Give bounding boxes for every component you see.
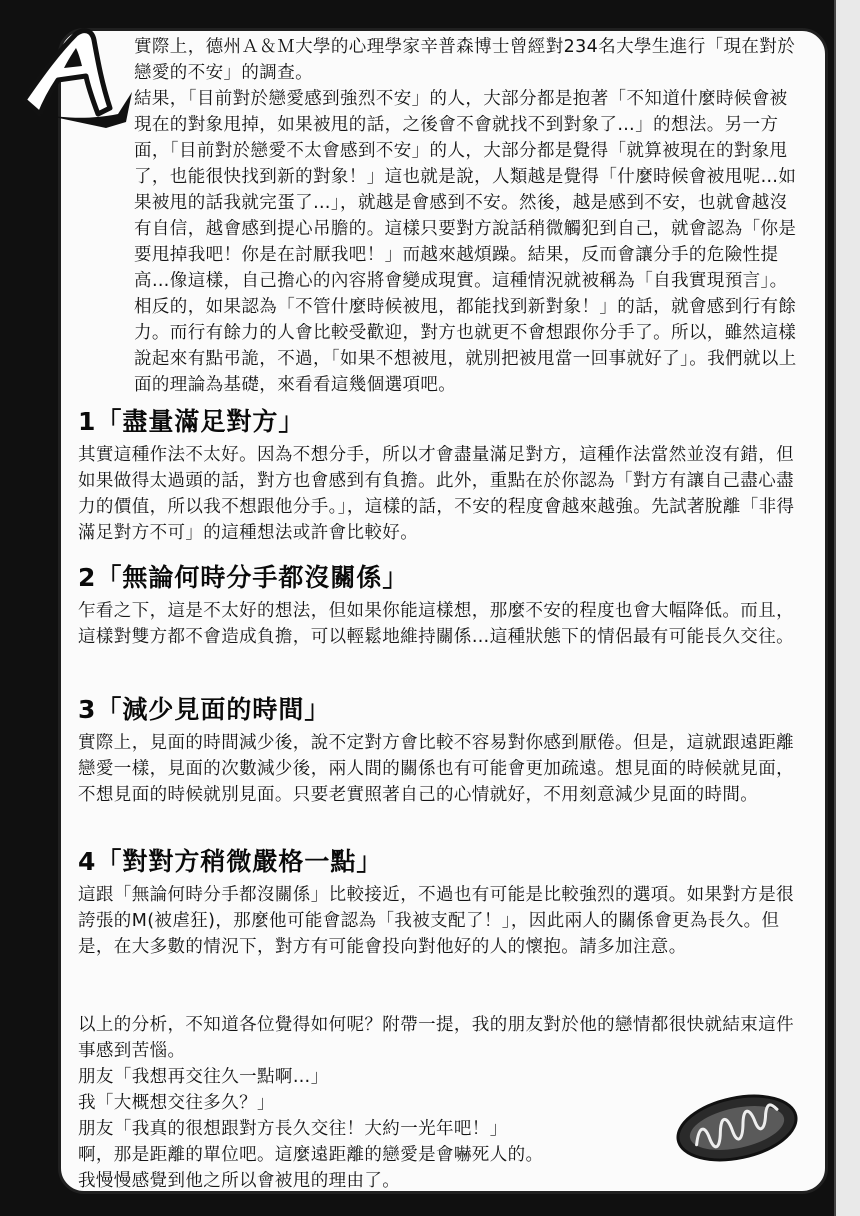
- closing-line: 朋友「我真的很想跟對方長久交往！大約一光年吧！」: [78, 1119, 508, 1139]
- option-section-4: [78, 846, 804, 960]
- option-body-2: 乍看之下，這是不太好的想法，但如果你能這樣想，那麼不安的程度也會大幅降低。而且，這樣對雙方都不會造成負擔，可以輕鬆地維持關係…這種狀態下的情侶最有可能長久交往。: [78, 601, 794, 647]
- intro-text: [62, 34, 802, 398]
- option-title-2: 2「無論何時分手都沒關係」: [78, 563, 409, 592]
- option-title-3: 3「減少見面的時間」: [78, 695, 331, 724]
- option-title-4: 4「對對方稍微嚴格一點」: [78, 847, 383, 876]
- closing-line: 以上的分析，不知道各位覺得如何呢？附帶一提，我的朋友對於他的戀情都很快就結束這件事感到苦惱。: [78, 1015, 794, 1061]
- option-body-4: 這跟「無論何時分手都沒關係」比較接近，不過也有可能是比較強烈的選項。如果對方是很誇張的M(被虐狂)，那麼他可能會認為「我被支配了！」，因此兩人的關係會更為長久。但是，在大多數的情況下，對方有可能會投向對他好的人的懷抱。請多加注意。: [78, 885, 794, 957]
- closing-line: 我慢慢感覺到他之所以會被甩的理由了。: [78, 1171, 401, 1191]
- closing-line: 朋友「我想再交往久一點啊…」: [78, 1067, 329, 1087]
- intro-paragraph-2: 結果，「目前對於戀愛感到強烈不安」的人，大部分都是抱著「不知道什麼時候會被現在的對象甩掉，如果被甩的話，之後會不會就找不到對象了…」的想法。另一方面，「目前對於戀愛不太會感到不安」的人，大部分都是覺得「就算被現在的對象甩了，也能很快找到新的對象！」這也就是說，人類越是覺得「什麼時候會被甩呢…如果被甩的話我就完蛋了…」，就越是會感到不安。然後，越是感到不安，也就會越沒有自信，越會感到提心吊膽的。這樣只要對方說話稍微觸犯到自己，就會認為「你是要甩掉我吧！你是在討厭我吧！」而越來越煩躁。結果，反而會讓分手的危險性提高…像這樣，自己擔心的內容將會變成現實。這種情況就被稱為「自我實現預言」。相反的，如果認為「不管什麼時候被甩，都能找到新對象！」的話，就會感到行有餘力。而行有餘力的人會比較受歡迎，對方也就更不會想跟你分手了。所以，雖然這樣說起來有點弔詭，不過，「如果不想被甩，就別把被甩當一回事就好了」。我們就以上面的理論為基礎，來看看這幾個選項吧。: [134, 89, 797, 395]
- option-section-2: [78, 562, 804, 650]
- option-title-1: 1「盡量滿足對方」: [78, 407, 305, 436]
- mitochondria-icon: [672, 1088, 802, 1168]
- option-body-1: 其實這種作法不太好。因為不想分手，所以才會盡量滿足對方，這種作法當然並沒有錯，但如果做得太過頭的話，對方也會感到有負擔。此外，重點在於你認為「對方有讓自己盡心盡力的價值，所以我不想跟他分手。」，這樣的話，不安的程度會越來越強。先試著脫離「非得滿足對方不可」的這種想法或許會比較好。: [78, 445, 795, 543]
- option-section-3: [78, 694, 804, 808]
- option-body-3: 實際上，見面的時間減少後，說不定對方會比較不容易對你感到厭倦。但是，這就跟遠距離戀愛一樣，見面的次數減少後，兩人間的關係也有可能會更加疏遠。想見面的時候就見面，不想見面的時候就別見面。只要老實照著自己的心情就好，不用刻意減少見面的時間。: [78, 733, 794, 805]
- option-section-1: [78, 406, 804, 546]
- closing-line: 我「大概想交往多久？」: [78, 1093, 275, 1113]
- page-edge: [834, 0, 860, 1216]
- closing-line: 啊，那是距離的單位吧。這麼遠距離的戀愛是會嚇死人的。: [78, 1145, 544, 1165]
- intro-paragraph-1: 實際上，德州Ａ＆Ｍ大學的心理學家辛普森博士曾經對234名大學生進行「現在對於戀愛的不安」的調查。: [134, 37, 796, 83]
